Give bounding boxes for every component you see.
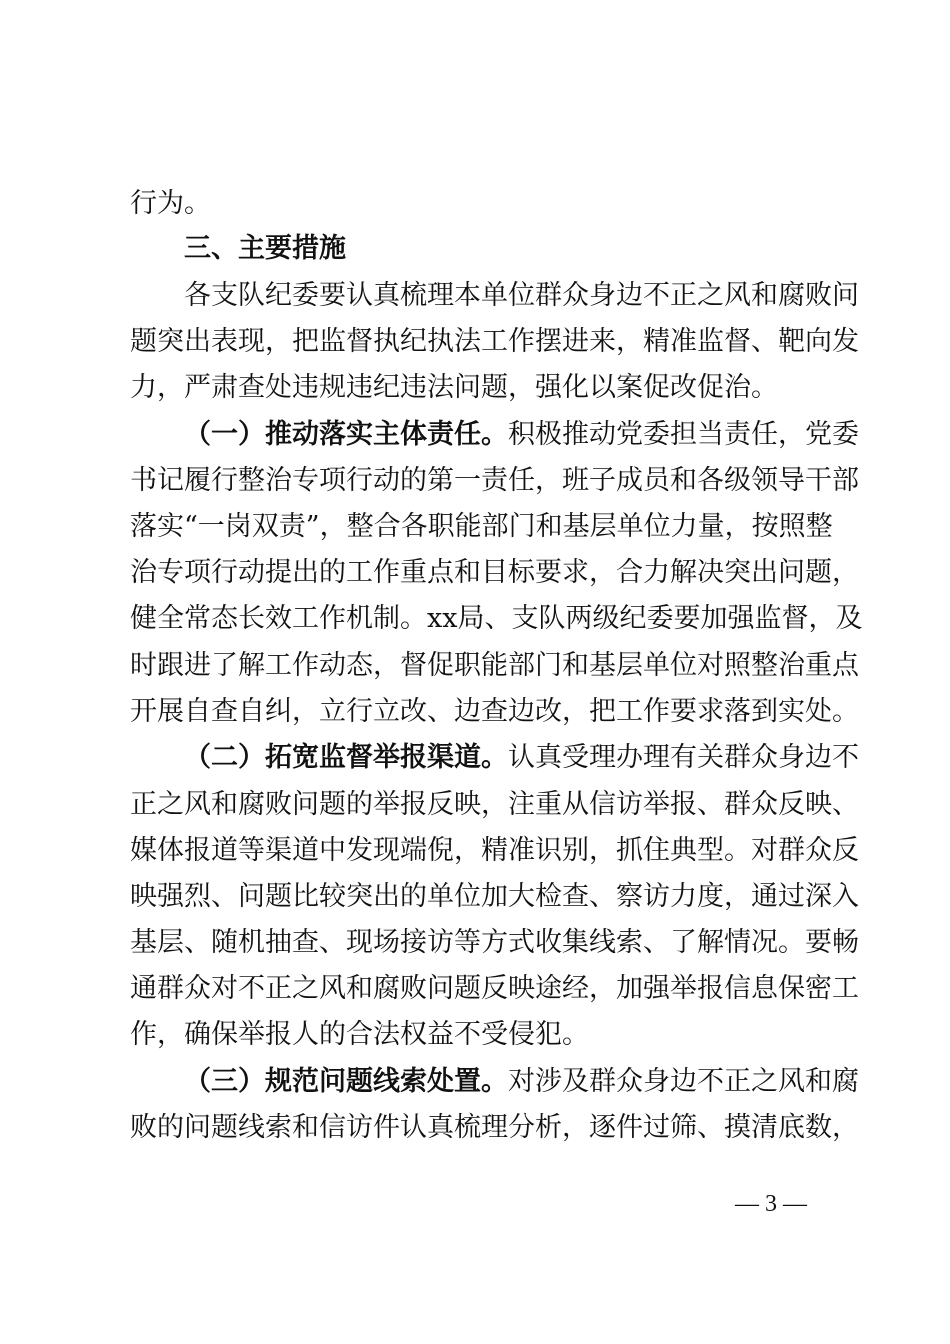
- paragraph-line: 各支队纪委要认真梳理本单位群众身边不正之风和腐败问: [184, 280, 859, 311]
- paragraph-line: 基层、随机抽查、现场接访等方式收集线索、了解情况。要畅: [130, 927, 859, 958]
- paragraph-line: 映强烈、问题比较突出的单位加大检查、察访力度，通过深入: [130, 881, 859, 912]
- paragraph-line: 开展自查自纠，立行立改、边查边改，把工作要求落到实处。: [130, 696, 859, 727]
- paragraph-line: 败的问题线索和信访件认真梳理分析，逐件过筛、摸清底数，: [130, 1112, 859, 1143]
- paragraph-line: 媒体报道等渠道中发现端倪，精准识别，抓住典型。对群众反: [130, 835, 859, 866]
- paragraph-run: 对涉及群众身边不正之风和腐: [508, 1066, 859, 1097]
- paragraph-line: 落实“一岗双责”，整合各职能部门和基层单位力量，按照整: [130, 511, 833, 542]
- paragraph-line: [184, 415, 859, 455]
- paragraph-run: 认真受理办理有关群众身边不: [508, 742, 859, 773]
- paragraph-run: 积极推动党委担当责任，党委: [508, 419, 859, 450]
- paragraph-line: 力，严肃查处违规违纪违法问题，强化以案促改促治。: [130, 372, 778, 403]
- paragraph-line: 通群众对不正之风和腐败问题反映途经，加强举报信息保密工: [130, 973, 859, 1004]
- subheading-run: （一）推动落实主体责任。: [184, 419, 508, 450]
- paragraph-line: 健全常态长效工作机制。xx局、支队两级纪委要加强监督，及: [130, 603, 863, 634]
- paragraph-line: [184, 1062, 859, 1102]
- subheading-run: （二）拓宽监督举报渠道。: [184, 742, 508, 773]
- paragraph-line: [184, 738, 859, 778]
- paragraph-line: 行为。: [130, 188, 211, 219]
- paragraph-line: 时跟进了解工作动态，督促职能部门和基层单位对照整治重点: [130, 650, 859, 681]
- paragraph-line: 正之风和腐败问题的举报反映，注重从信访举报、群众反映、: [130, 789, 859, 820]
- paragraph-line: 作，确保举报人的合法权益不受侵犯。: [130, 1019, 589, 1050]
- paragraph-line: 书记履行整治专项行动的第一责任，班子成员和各级领导干部: [130, 465, 859, 496]
- page-number: — 3 —: [735, 1191, 807, 1217]
- section-heading: 三、主要措施: [184, 233, 346, 264]
- paragraph-line: 治专项行动提出的工作重点和目标要求，合力解决突出问题，: [130, 557, 859, 588]
- paragraph-line: 题突出表现，把监督执纪执法工作摆进来，精准监督、靶向发: [130, 326, 859, 357]
- subheading-run: （三）规范问题线索处置。: [184, 1066, 508, 1097]
